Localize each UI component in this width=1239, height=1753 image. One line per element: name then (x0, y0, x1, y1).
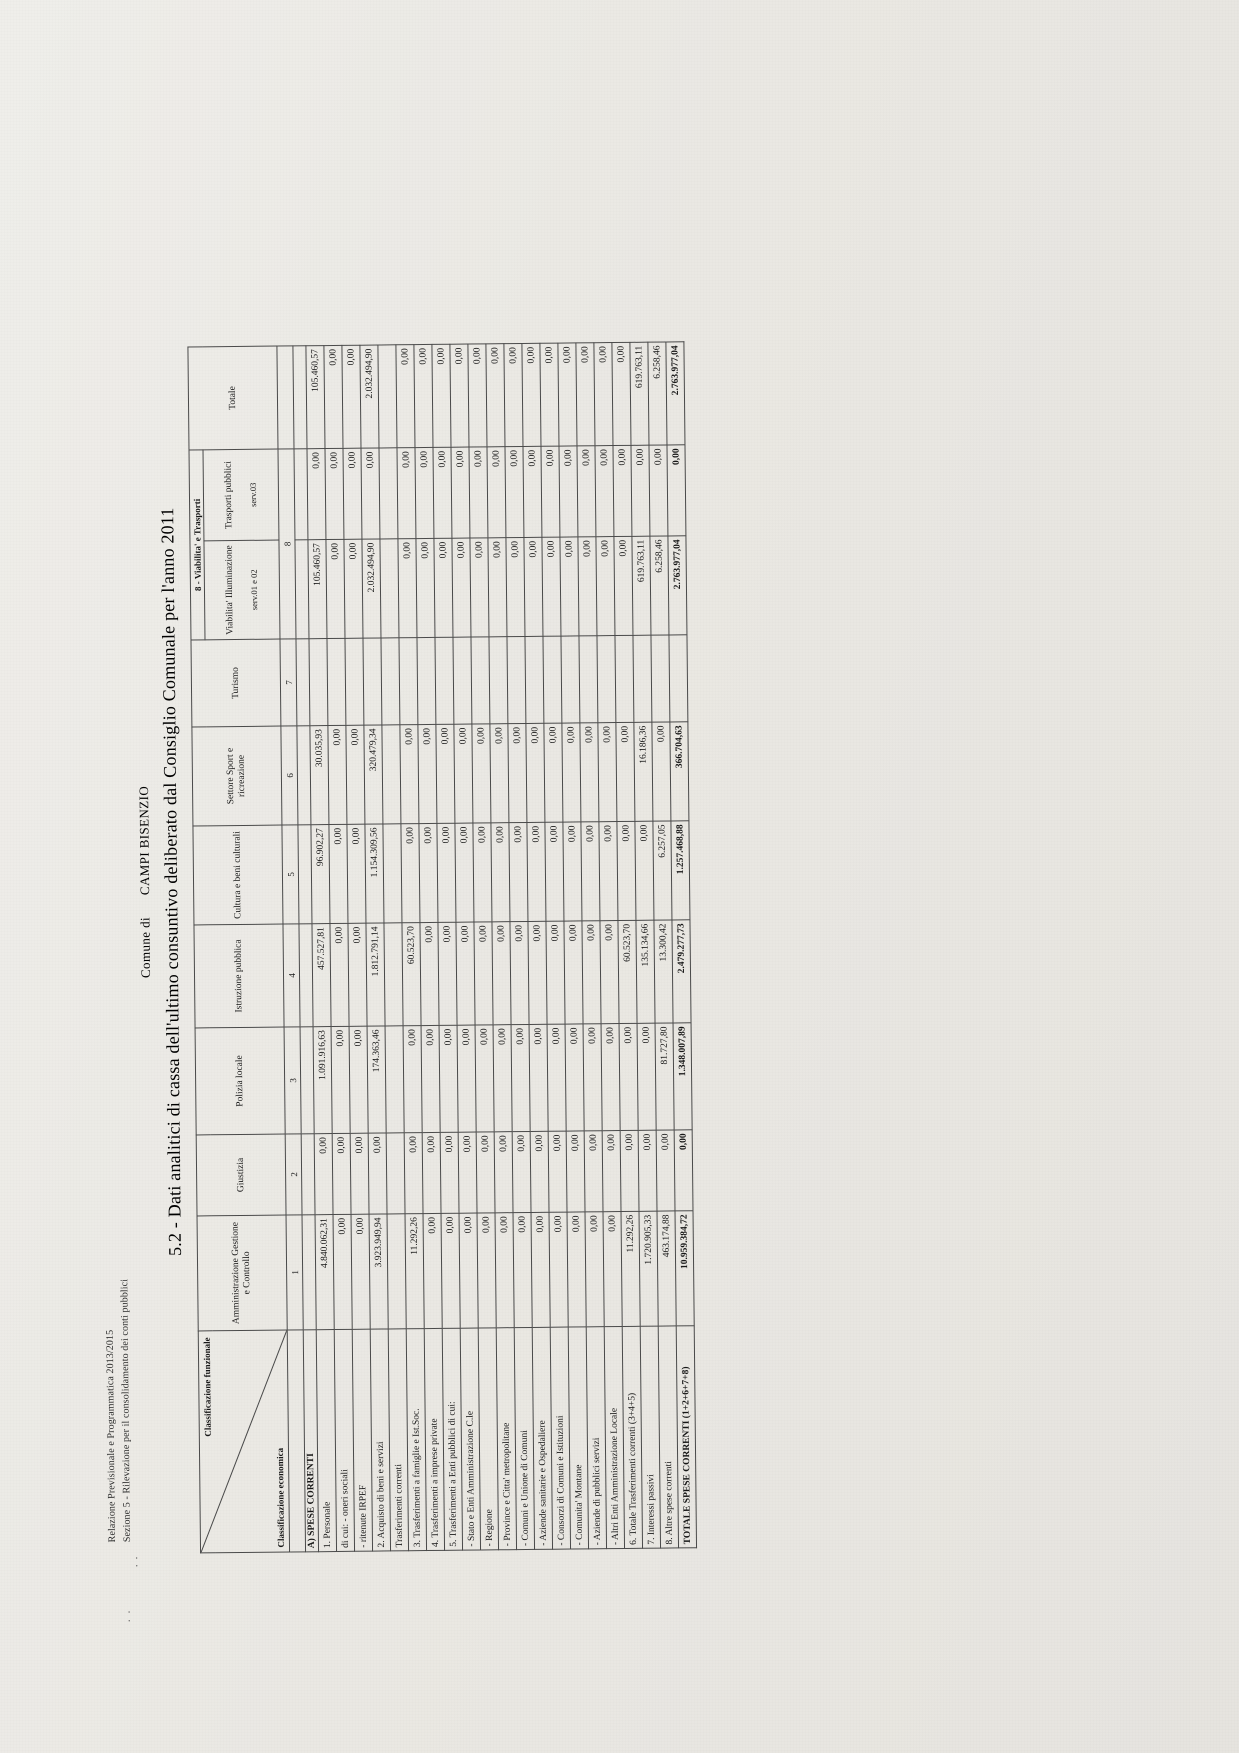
cell-r9-c3: 0,00 (473, 921, 492, 1024)
row-label: - ritenute IRPEF (352, 1329, 372, 1551)
cell-r18-c0: 1.720.905,33 (639, 1211, 658, 1326)
scan-artifact-marks: .. (120, 1604, 133, 1622)
row-label: 3. Trasferimenti a famiglie e Ist.Soc. (406, 1328, 426, 1550)
cell-r18-c7: 619.763,11 (631, 536, 650, 635)
cell-r11-c7: 0,00 (505, 537, 524, 636)
cell-r19-c6 (650, 634, 669, 721)
cell-r2-c0: 0,00 (351, 1214, 370, 1329)
cell-r2-c6 (344, 638, 363, 725)
cell-r19-c1: 0,00 (656, 1129, 675, 1210)
cell-r10-c1: 0,00 (494, 1131, 513, 1212)
cell-r9-c2: 0,00 (475, 1024, 494, 1131)
cell-r18-c6 (632, 635, 651, 722)
cell-r10-c9: 0,00 (485, 343, 504, 446)
cell-r15-c1: 0,00 (584, 1130, 603, 1211)
row-label: 8. Altre spese correnti (658, 1325, 678, 1547)
cell-r14-c8: 0,00 (558, 445, 577, 536)
cell-r16-c8: 0,00 (594, 445, 613, 536)
cell-r1-c5: 0,00 (327, 725, 346, 824)
cell-r0-c3: 457.527,81 (311, 923, 330, 1026)
cell-r4-c3 (383, 922, 402, 1025)
cell-r10-c3: 0,00 (491, 921, 510, 1024)
cell-r17-c7: 0,00 (613, 536, 632, 635)
row-label: - Stato e Enti Amministrazione C.le (460, 1328, 480, 1550)
row-label: - Aziende sanitarie e Ospedaliere (532, 1327, 552, 1549)
cell-r8-c5: 0,00 (453, 724, 472, 823)
cell-r16-c6 (596, 635, 615, 722)
col-group-header-viabilita: 8 - Viabilita' e Trasporti (189, 449, 205, 639)
cell-r16-c5: 0,00 (597, 722, 616, 821)
cell-r19-c7: 6.258,46 (649, 535, 668, 634)
cell-r8-c6 (452, 637, 471, 724)
cell-r16-c2: 0,00 (601, 1023, 620, 1130)
cell-r10-c0: 0,00 (495, 1212, 514, 1327)
cell-r6-c9: 0,00 (413, 344, 432, 447)
row-label: 1. Personale (316, 1329, 336, 1551)
col-header-2: Polizia locale (195, 1027, 285, 1135)
cell-r1-c7: 0,00 (325, 539, 344, 638)
cell-r15-c6 (578, 635, 597, 722)
cell-r10-c7: 0,00 (487, 537, 506, 636)
numhdr-0: 1 (286, 1214, 303, 1329)
col-header-8-title: Trasporti pubblici (222, 460, 234, 529)
col-header-total: Totale (187, 346, 277, 450)
cell-r20-c0: 10.959.384,72 (675, 1210, 694, 1325)
cell-r18-c4: 0,00 (634, 821, 653, 920)
cell-r1-c0: 0,00 (333, 1214, 352, 1329)
cell-r12-c5: 0,00 (525, 723, 544, 822)
numhdr-1: 2 (285, 1133, 302, 1214)
cell-r16-c1: 0,00 (602, 1130, 621, 1211)
cell-r8-c2: 0,00 (457, 1025, 476, 1132)
cell-r15-c9: 0,00 (575, 342, 594, 445)
section-title-filler (301, 1133, 315, 1214)
cell-r8-c9: 0,00 (449, 344, 468, 447)
row-label: - Regione (478, 1327, 498, 1549)
col-header-1: Giustizia (196, 1134, 286, 1216)
cell-r16-c3: 0,00 (599, 920, 618, 1023)
cell-r9-c7: 0,00 (469, 537, 488, 636)
cell-r7-c7: 0,00 (433, 538, 452, 637)
cell-r14-c2: 0,00 (565, 1023, 584, 1130)
cell-r3-c1: 0,00 (368, 1132, 387, 1213)
scan-artifact-marks-2: .. (127, 1551, 140, 1567)
row-label: TOTALE SPESE CORRENTI (1+2+6+7+8) (676, 1325, 696, 1547)
cell-r6-c3: 0,00 (419, 922, 438, 1025)
numhdr-blank (287, 1329, 305, 1551)
col-header-7-sub: serv.01 e 02 (247, 568, 259, 610)
section-title-filler (293, 448, 307, 539)
cell-r18-c5: 16.186,36 (633, 722, 652, 821)
col-header-7-title: Viabilita' Illuminazione (223, 544, 235, 635)
cell-r5-c0: 11.292,26 (405, 1213, 424, 1328)
cell-r15-c5: 0,00 (579, 722, 598, 821)
row-label: 5. Trasferimenti a Enti pubblici di cui: (442, 1328, 462, 1550)
section-title-filler (298, 923, 312, 1026)
cell-r7-c4: 0,00 (436, 823, 455, 922)
cell-r18-c9: 619.763,11 (629, 342, 648, 445)
table-body (292, 341, 696, 1551)
cassa-table (187, 341, 697, 1553)
numhdr-8 (276, 345, 293, 448)
cell-r19-c5: 0,00 (651, 721, 670, 820)
cell-r20-c8: 0,00 (666, 444, 685, 535)
cell-r11-c8: 0,00 (504, 446, 523, 537)
cell-r13-c6 (542, 636, 561, 723)
cell-r7-c9: 0,00 (431, 344, 450, 447)
cell-r9-c6 (470, 636, 489, 723)
header-line-2: Sezione 5 - Rilevazione per il consolidamento dei conti pubblici (118, 1278, 132, 1542)
cell-r5-c5: 0,00 (399, 724, 418, 823)
numhdr-5: 6 (280, 725, 297, 824)
cell-r17-c9: 0,00 (611, 342, 630, 445)
section-title-filler (296, 725, 310, 824)
cell-r20-c1: 0,00 (674, 1129, 693, 1210)
cell-r19-c4: 6.257,05 (652, 820, 671, 919)
cell-r11-c0: 0,00 (513, 1212, 532, 1327)
cell-r5-c9: 0,00 (395, 344, 414, 447)
cell-r5-c7: 0,00 (397, 538, 416, 637)
cell-r19-c9: 6.258,46 (647, 341, 666, 444)
col-header-6: Turismo (190, 639, 280, 727)
col-header-4: Cultura e beni culturali (192, 825, 282, 925)
cell-r14-c1: 0,00 (566, 1130, 585, 1211)
cell-r16-c9: 0,00 (593, 342, 612, 445)
cell-r5-c6 (398, 637, 417, 724)
cell-r13-c8: 0,00 (540, 446, 559, 537)
col-header-5: Settore Sport e ricreazione (191, 726, 281, 826)
cell-r3-c9: 2.032.494,90 (359, 345, 378, 448)
corner-label-functional: Classificazione funzionale (201, 1336, 213, 1437)
cell-r2-c3: 0,00 (347, 923, 366, 1026)
title-block (128, 101, 189, 1661)
cell-r3-c5: 320.479,34 (363, 724, 382, 823)
cell-r2-c5: 0,00 (345, 725, 364, 824)
cell-r2-c8: 0,00 (342, 448, 361, 539)
cell-r1-c9: 0,00 (323, 345, 342, 448)
row-label: - Province e Citta' metropolitane (496, 1327, 516, 1549)
cell-r14-c5: 0,00 (561, 722, 580, 821)
section-title-filler (294, 539, 308, 638)
cell-r7-c3: 0,00 (437, 922, 456, 1025)
cell-r11-c4: 0,00 (508, 822, 527, 921)
cell-r16-c7: 0,00 (595, 536, 614, 635)
cell-r6-c0: 0,00 (423, 1213, 442, 1328)
cell-r20-c2: 1.348.007,89 (673, 1022, 692, 1129)
cell-r9-c4: 0,00 (472, 822, 491, 921)
table-corner-cell (198, 1330, 289, 1553)
col-header-7 (203, 540, 279, 640)
cell-r11-c2: 0,00 (511, 1024, 530, 1131)
row-label: - Aziende di pubblici servizi (586, 1326, 606, 1548)
cell-r11-c5: 0,00 (507, 723, 526, 822)
cell-r10-c5: 0,00 (489, 723, 508, 822)
cell-r4-c7 (379, 538, 398, 637)
numhdr-2: 3 (284, 1026, 301, 1133)
cell-r18-c1: 0,00 (638, 1130, 657, 1211)
cell-r8-c7: 0,00 (451, 538, 470, 637)
cell-r12-c8: 0,00 (522, 446, 541, 537)
cell-r2-c2: 0,00 (349, 1026, 368, 1133)
comune-name: CAMPI BISENZIO (135, 785, 152, 895)
cell-r15-c3: 0,00 (581, 920, 600, 1023)
cell-r1-c4: 0,00 (328, 824, 347, 923)
row-label: - Altri Enti Amministrazione Locale (604, 1326, 624, 1548)
cell-r8-c1: 0,00 (458, 1132, 477, 1213)
numhdr-7: 8 (277, 448, 295, 638)
cell-r13-c7: 0,00 (541, 537, 560, 636)
cell-r1-c3: 0,00 (329, 923, 348, 1026)
cell-r6-c6 (416, 637, 435, 724)
section-title-filler (297, 824, 311, 923)
cell-r2-c4: 0,00 (346, 824, 365, 923)
cell-r13-c5: 0,00 (543, 723, 562, 822)
cell-r13-c9: 0,00 (539, 343, 558, 446)
cell-r20-c3: 2.479.277,73 (671, 919, 690, 1022)
cell-r0-c7: 105.460,57 (307, 539, 326, 638)
cell-r1-c6 (326, 638, 345, 725)
col-header-0: Amministrazione Gestione e Controllo (197, 1215, 287, 1331)
row-label: - Comunita' Montane (568, 1326, 588, 1548)
cell-r15-c0: 0,00 (585, 1211, 604, 1326)
cell-r18-c8: 0,00 (630, 445, 649, 536)
cell-r19-c2: 81.727,80 (655, 1022, 674, 1129)
cell-r20-c6 (668, 634, 687, 721)
cell-r6-c1: 0,00 (422, 1132, 441, 1213)
cell-r4-c0 (387, 1213, 406, 1328)
cell-r12-c2: 0,00 (529, 1024, 548, 1131)
cell-r4-c6 (380, 637, 399, 724)
cell-r8-c8: 0,00 (450, 447, 469, 538)
row-label: 4. Trasferimenti a imprese private (424, 1328, 444, 1550)
cell-r3-c4: 1.154.309,56 (364, 823, 383, 922)
cell-r10-c8: 0,00 (486, 446, 505, 537)
cell-r3-c8: 0,00 (360, 448, 379, 539)
cell-r0-c4: 96.902,27 (310, 824, 329, 923)
cell-r17-c4: 0,00 (616, 821, 635, 920)
cell-r18-c2: 0,00 (637, 1023, 656, 1130)
cell-r16-c0: 0,00 (603, 1211, 622, 1326)
section-title-filler (302, 1214, 316, 1329)
cell-r13-c4: 0,00 (544, 822, 563, 921)
cell-r16-c4: 0,00 (598, 821, 617, 920)
cell-r5-c4: 0,00 (400, 823, 419, 922)
cell-r14-c3: 0,00 (563, 920, 582, 1023)
row-label: 7. Interessi passivi (640, 1326, 660, 1548)
cell-r6-c2: 0,00 (421, 1025, 440, 1132)
cell-r4-c1 (386, 1132, 405, 1213)
cell-r14-c0: 0,00 (567, 1211, 586, 1326)
section-title-filler (300, 1026, 314, 1133)
col-header-8 (203, 449, 279, 541)
cell-r11-c3: 0,00 (509, 921, 528, 1024)
cell-r3-c6 (362, 637, 381, 724)
cell-r17-c5: 0,00 (615, 722, 634, 821)
cell-r10-c2: 0,00 (493, 1024, 512, 1131)
cell-r0-c5: 30.035,93 (309, 725, 328, 824)
cell-r3-c7: 2.032.494,90 (361, 538, 380, 637)
cell-r9-c5: 0,00 (471, 723, 490, 822)
cell-r6-c4: 0,00 (418, 823, 437, 922)
page-title: 5.2 - Dati analitici di cassa dell'ultimo consuntivo deliberato dal Consiglio Comunale per l'anno 2011 (156, 506, 185, 1256)
cell-r7-c5: 0,00 (435, 724, 454, 823)
cell-r1-c1: 0,00 (332, 1133, 351, 1214)
cell-r20-c5: 366.704,63 (669, 721, 688, 820)
cell-r15-c7: 0,00 (577, 536, 596, 635)
cell-r5-c8: 0,00 (396, 447, 415, 538)
cell-r14-c6 (560, 635, 579, 722)
cell-r12-c3: 0,00 (527, 921, 546, 1024)
cell-r7-c6 (434, 637, 453, 724)
cell-r15-c8: 0,00 (576, 445, 595, 536)
cell-r4-c4 (382, 823, 401, 922)
cell-r2-c7: 0,00 (343, 539, 362, 638)
cell-r2-c9: 0,00 (341, 345, 360, 448)
document-body (76, 91, 1162, 1662)
row-label: 2. Acquisto di beni e servizi (370, 1328, 390, 1550)
cell-r14-c9: 0,00 (557, 342, 576, 445)
cell-r20-c9: 2.763.977,04 (665, 341, 684, 444)
cell-r8-c3: 0,00 (455, 922, 474, 1025)
cell-r0-c0: 4.840.062,31 (315, 1214, 334, 1329)
cell-r9-c0: 0,00 (477, 1212, 496, 1327)
row-label: 6. Totale Trasferimenti correnti (3+4+5) (622, 1326, 642, 1548)
cell-r0-c8: 0,00 (306, 448, 325, 539)
cell-r17-c0: 11.292,26 (621, 1211, 640, 1326)
cell-r7-c8: 0,00 (432, 447, 451, 538)
cell-r5-c1: 0,00 (404, 1132, 423, 1213)
cell-r17-c6 (614, 635, 633, 722)
row-label: di cui: - oneri sociali (334, 1329, 354, 1551)
row-label: Trasferimenti correnti (388, 1328, 408, 1550)
cell-r1-c2: 0,00 (331, 1026, 350, 1133)
comune-label: Comune di (136, 916, 153, 978)
cell-r12-c7: 0,00 (523, 537, 542, 636)
cell-r8-c4: 0,00 (454, 823, 473, 922)
cell-r11-c9: 0,00 (503, 343, 522, 446)
cell-r7-c2: 0,00 (439, 1025, 458, 1132)
cell-r15-c4: 0,00 (580, 821, 599, 920)
cell-r12-c0: 0,00 (531, 1212, 550, 1327)
cell-r17-c8: 0,00 (612, 445, 631, 536)
numhdr-4: 5 (281, 824, 298, 923)
col-header-3: Istruzione pubblica (193, 924, 283, 1028)
header-line-1: Relazione Previsionale e Programmatica 2013/2015 (104, 1329, 118, 1542)
cell-r20-c4: 1.257.468,88 (670, 820, 689, 919)
cell-r12-c1: 0,00 (530, 1131, 549, 1212)
section-title-filler (292, 345, 306, 448)
numhdr-3: 4 (282, 923, 299, 1026)
cell-r0-c9: 105.460,57 (305, 345, 324, 448)
cell-r11-c1: 0,00 (512, 1131, 531, 1212)
cell-r3-c3: 1.812.791,14 (365, 922, 384, 1025)
cell-r3-c0: 3.923.949,94 (369, 1213, 388, 1328)
row-label: - Comuni e Unione di Comuni (514, 1327, 534, 1549)
cell-r19-c8: 0,00 (648, 444, 667, 535)
cell-r17-c1: 0,00 (620, 1130, 639, 1211)
cell-r6-c5: 0,00 (417, 724, 436, 823)
cell-r17-c3: 60.523,70 (617, 920, 636, 1023)
cell-r20-c7: 2.763.977,04 (667, 535, 686, 634)
cell-r10-c4: 0,00 (490, 822, 509, 921)
section-title: A) SPESE CORRENTI (303, 1329, 318, 1551)
cell-r8-c0: 0,00 (459, 1213, 478, 1328)
cell-r2-c1: 0,00 (350, 1133, 369, 1214)
cell-r5-c3: 60.523,70 (401, 922, 420, 1025)
cell-r18-c3: 135.134,66 (635, 920, 654, 1023)
cell-r6-c8: 0,00 (414, 447, 433, 538)
cell-r12-c6 (524, 636, 543, 723)
cell-r13-c1: 0,00 (548, 1131, 567, 1212)
corner-label-economic: Classificazione economica (274, 1447, 286, 1548)
cell-r0-c6 (308, 638, 327, 725)
cell-r4-c5 (381, 724, 400, 823)
cell-r4-c8 (378, 447, 397, 538)
cell-r0-c2: 1.091.916,63 (313, 1026, 332, 1133)
document-header (103, 1278, 135, 1542)
cell-r4-c2 (385, 1025, 404, 1132)
cell-r9-c9: 0,00 (467, 343, 486, 446)
cell-r3-c2: 174.363,46 (367, 1025, 386, 1132)
cell-r7-c0: 0,00 (441, 1213, 460, 1328)
cell-r19-c3: 13.300,42 (653, 919, 672, 1022)
cell-r12-c4: 0,00 (526, 822, 545, 921)
cell-r5-c2: 0,00 (403, 1025, 422, 1132)
cell-r13-c2: 0,00 (547, 1024, 566, 1131)
cell-r0-c1: 0,00 (314, 1133, 333, 1214)
cell-r11-c6 (506, 636, 525, 723)
cell-r13-c0: 0,00 (549, 1212, 568, 1327)
cell-r10-c6 (488, 636, 507, 723)
cell-r15-c2: 0,00 (583, 1023, 602, 1130)
cell-r17-c2: 0,00 (619, 1023, 638, 1130)
cell-r14-c7: 0,00 (559, 536, 578, 635)
cell-r1-c8: 0,00 (324, 448, 343, 539)
section-title-filler (295, 638, 309, 725)
cell-r14-c4: 0,00 (562, 821, 581, 920)
cell-r9-c8: 0,00 (468, 446, 487, 537)
col-header-8-sub: serv.03 (246, 482, 258, 507)
cell-r12-c9: 0,00 (521, 343, 540, 446)
cell-r7-c1: 0,00 (440, 1132, 459, 1213)
row-label: - Consorzi di Comuni e Istituzioni (550, 1327, 570, 1549)
cell-r19-c0: 463.174,88 (657, 1210, 676, 1325)
cell-r6-c7: 0,00 (415, 538, 434, 637)
cell-r9-c1: 0,00 (476, 1131, 495, 1212)
cell-r13-c3: 0,00 (545, 921, 564, 1024)
cell-r4-c9 (377, 344, 396, 447)
numhdr-6: 7 (279, 638, 296, 725)
